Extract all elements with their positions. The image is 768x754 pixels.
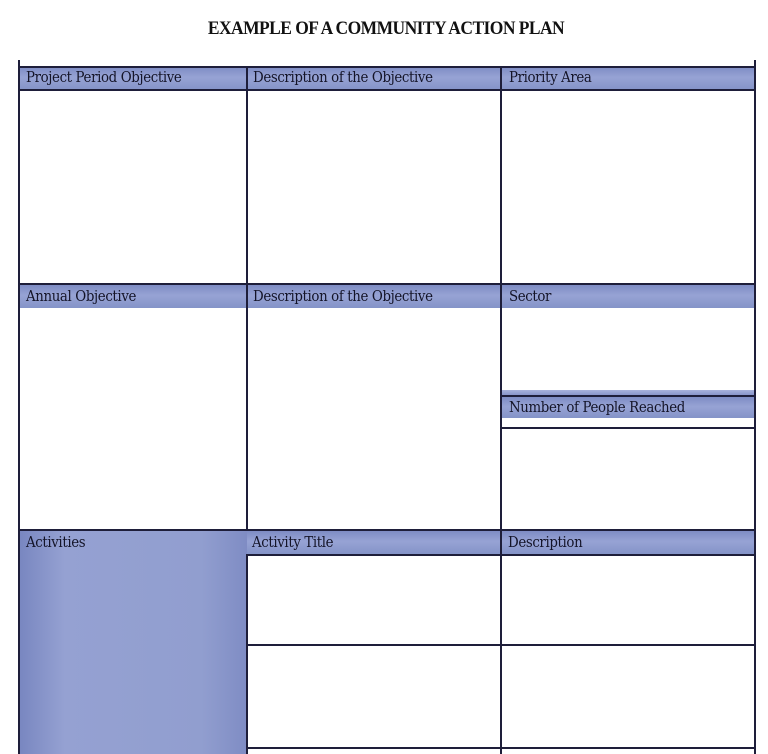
- header-sector: Sector: [509, 289, 552, 305]
- cell-description-row-2[interactable]: [502, 646, 754, 747]
- header-annual-objective: Annual Objective: [26, 289, 137, 305]
- cell-activity-title-row-3[interactable]: [248, 749, 500, 754]
- table-right-border: [754, 60, 756, 754]
- column-divider-1-lower: [246, 554, 248, 754]
- header-description: Description: [508, 535, 583, 551]
- cell-project-period-objective[interactable]: [20, 91, 246, 284]
- table-left-border: [18, 60, 20, 754]
- cell-description-of-objective-1[interactable]: [248, 91, 500, 284]
- cell-description-row-1[interactable]: [502, 556, 754, 644]
- column-divider-2: [500, 67, 502, 754]
- cell-description-row-3[interactable]: [502, 749, 754, 754]
- activities-label-block: [19, 531, 247, 754]
- header-description-of-objective-1: Description of the Objective: [253, 70, 433, 86]
- header-description-of-objective-2: Description of the Objective: [253, 289, 433, 305]
- cell-activity-title-row-1[interactable]: [248, 556, 500, 644]
- header-project-period-objective: Project Period Objective: [26, 70, 182, 86]
- cell-activity-title-row-2[interactable]: [248, 646, 500, 747]
- header-number-of-people-reached: Number of People Reached: [509, 400, 685, 416]
- cell-description-of-objective-2[interactable]: [248, 308, 500, 530]
- header-priority-area: Priority Area: [509, 70, 592, 86]
- column-divider-1: [246, 67, 248, 531]
- cell-annual-objective[interactable]: [20, 308, 246, 530]
- label-activities: Activities: [26, 535, 86, 551]
- cell-sector[interactable]: [502, 308, 754, 390]
- page-title: EXAMPLE OF A COMMUNITY ACTION PLAN: [207, 18, 565, 39]
- cell-number-of-people-reached[interactable]: [502, 429, 754, 529]
- header-activity-title: Activity Title: [252, 535, 334, 551]
- cell-priority-area[interactable]: [502, 91, 754, 284]
- table-top-border: [19, 66, 755, 68]
